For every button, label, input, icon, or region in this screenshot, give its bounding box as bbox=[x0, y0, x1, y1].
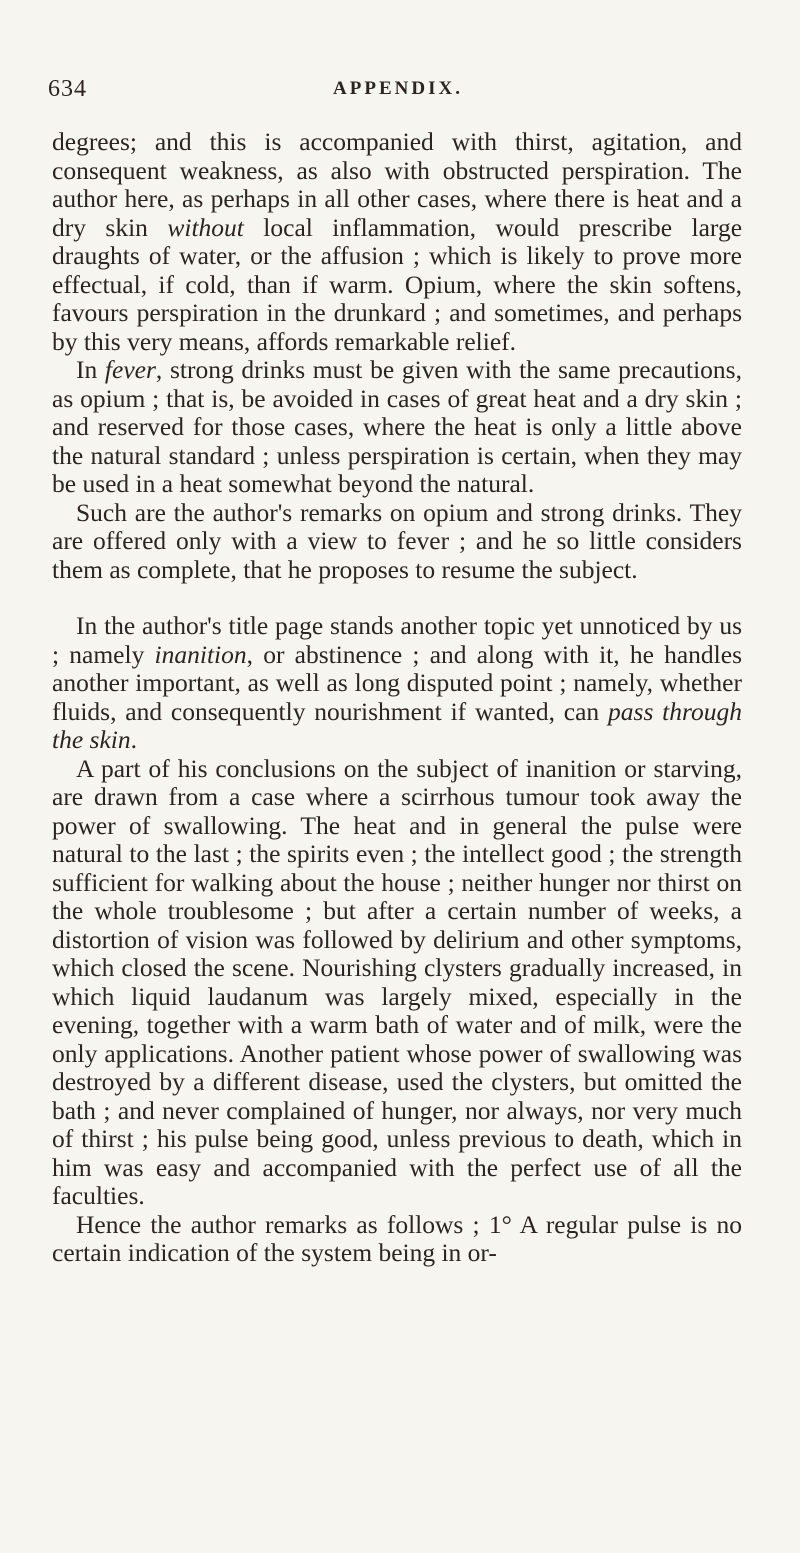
text-segment: degrees; and this is accompanied with thirst, agitation, and consequent weakness, as also with obstructed perspiration. The author here, as perhaps in all other cases, where there is heat and a dry skin bbox=[52, 127, 742, 242]
text-segment: , or abstinence ; and along with it, he handles another important, as well as long disputed point ; namely, whether fluids, and consequently nourishment if wanted, can bbox=[52, 639, 742, 726]
text-segment: Hence the author remarks as follows ; 1° A regular pulse is no certain indication of the system being in or- bbox=[52, 1209, 742, 1267]
text-segment: local inflammation, would prescribe large draughts of water, or the affusion ; which is likely to prove more effectual, if cold, than if warm. Opium, where the skin softens, favours perspiration in the drunkard ; and sometimes, and perhaps by this very means, affords remarkable relief. bbox=[52, 212, 743, 356]
paragraph-fever bbox=[52, 356, 742, 499]
running-head: APPENDIX. bbox=[333, 78, 463, 99]
italic-segment: without bbox=[167, 212, 244, 242]
body-text bbox=[52, 128, 742, 1268]
text-segment: A part of his conclusions on the subject of inanition or starving, are drawn from a case where a scirrhous tumour took away the power of swallowing. The heat and in general the pulse were natural to the last ; the spirits even ; the intellect good ; the strength sufficient for walking about the house ; neither hunger nor thirst on the whole troublesome ; but after a certain number of weeks, a distortion of vision was followed by delirium and other symptoms, which closed the scene. Nourishing clysters gradually increased, in which liquid laudanum was largely mixed, especially in the evening, together with a warm bath of water and of milk, were the only applications. Another patient whose power of swallowing was destroyed by a different disease, used the clysters, but omitted the bath ; and never complained of hunger, nor always, nor very much of thirst ; his pulse being good, unless previous to death, which in him was easy and accompanied with the perfect use of all the faculties. bbox=[52, 753, 742, 1210]
page-number: 634 bbox=[48, 76, 87, 102]
paragraph-remarks-summary bbox=[52, 499, 742, 585]
paragraph-inanition bbox=[52, 612, 742, 755]
paragraph-regular-pulse bbox=[52, 1211, 742, 1268]
italic-segment: inanition bbox=[154, 639, 247, 669]
paragraph-starving-case bbox=[52, 755, 742, 1211]
text-segment: In the author's title page stands another topic yet unnoticed by us ; namely bbox=[52, 611, 742, 669]
paragraph-heat-and-opium bbox=[52, 128, 742, 356]
italic-segment: fever bbox=[104, 355, 156, 384]
text-segment: Such are the author's remarks on opium and strong drinks. They are offered only with a view to fever ; and he so little considers them as complete, that he proposes to resume the subject. bbox=[52, 497, 742, 584]
text-segment: In bbox=[76, 355, 105, 384]
text-segment: , strong drinks must be given with the same precautions, as opium ; that is, be avoided in cases of great heat and a dry skin ; and reserved for those cases, where the heat is only a little above the natural standard ; unless perspiration is certain, when they may be used in a heat somewhat beyond the natural. bbox=[52, 355, 742, 498]
page-header bbox=[48, 76, 748, 110]
text-segment: . bbox=[130, 725, 137, 754]
italic-segment: pass through the skin bbox=[52, 696, 742, 754]
